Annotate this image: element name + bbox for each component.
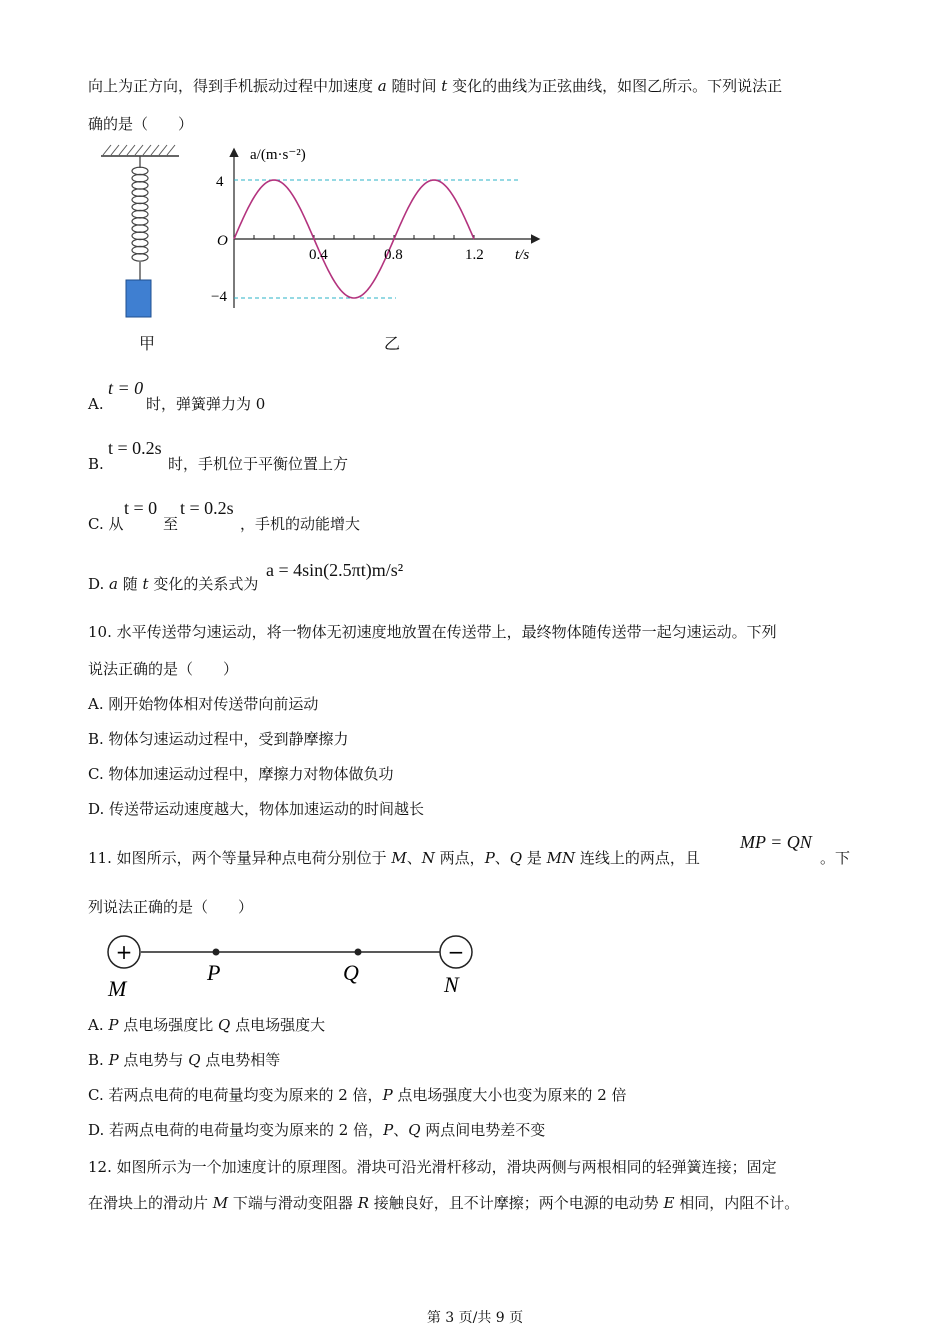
q11-equation: MP = QN	[740, 832, 812, 852]
x-tick-label-0.8: 0.8	[384, 247, 403, 263]
q9-c-mid: 至	[163, 515, 179, 533]
q12-stem-1: 12. 如图所示为一个加速度计的原理图。滑块可沿光滑杆移动，滑块两侧与两根相同的轻弹簧连接；固定	[88, 1158, 777, 1176]
spring-coil	[132, 182, 148, 190]
q9-a-math: t = 0	[108, 378, 144, 398]
plus-sign: +	[115, 940, 133, 964]
spring-coil	[132, 218, 148, 226]
q12-stem-2: 在滑块上的滑动片 M 下端与滑动变阻器 R 接触良好，且不计摩擦；两个电源的电动势 E 相同，内阻不计。	[88, 1194, 800, 1212]
q9-c-text: ，手机的动能增大	[240, 515, 361, 533]
y-axis-label: a/(m·s⁻²)	[250, 147, 306, 163]
x-tick-label-0.4: 0.4	[309, 247, 328, 263]
q9-d-math: a = 4sin(2.5πt)m/s²	[266, 560, 404, 580]
label-n: N	[444, 972, 459, 997]
q9-b-text: 时，手机位于平衡位置上方	[168, 455, 349, 473]
x-axis-label: t/s	[515, 247, 530, 263]
spring-figure	[95, 140, 195, 330]
charges-figure	[100, 930, 480, 1002]
caption-jia: 甲	[139, 334, 156, 353]
spring-coil	[132, 254, 148, 262]
spring-coil	[132, 189, 148, 197]
q10-option-b: B. 物体匀速运动过程中，受到静摩擦力	[88, 730, 349, 748]
q10-option-a: A. 刚开始物体相对传送带向前运动	[88, 695, 319, 713]
label-m: M	[108, 976, 127, 1001]
q11-stem-end: 。下	[820, 849, 851, 867]
acceleration-chart	[210, 140, 550, 320]
caption-yi: 乙	[384, 334, 401, 353]
phone-block	[126, 280, 151, 317]
spring-coil	[132, 225, 148, 233]
q9-a-text: 时，弹簧弹力为 0	[146, 395, 266, 413]
spring-coil	[132, 232, 148, 240]
q11-stem-2: 列说法正确的是（ ）	[88, 898, 254, 916]
q9-c-math2: t = 0.2s	[180, 498, 234, 518]
spring-coil	[132, 174, 148, 182]
q11-option-d: D. 若两点电荷的电荷量均变为原来的 2 倍，P、Q 两点间电势差不变	[88, 1121, 546, 1139]
q10-option-c: C. 物体加速运动过程中，摩擦力对物体做负功	[88, 765, 394, 783]
minus-sign: −	[447, 940, 465, 964]
label-p: P	[207, 960, 221, 985]
q10-stem-2: 说法正确的是（ ）	[88, 660, 239, 678]
spring-coil	[132, 167, 148, 175]
spring-coil	[132, 246, 148, 254]
q11-stem-1: 11. 如图所示，两个等量异种点电荷分别位于 M、N 两点，P、Q 是 MN 连线上的两点，且	[88, 849, 700, 867]
origin-label: O	[217, 233, 228, 249]
intro-line-2: 确的是（ ）	[88, 115, 194, 133]
y-tick-label-4: 4	[216, 174, 224, 190]
q10-stem-1: 10. 水平传送带匀速运动，将一物体无初速度地放置在传送带上，最终物体随传送带一起匀速运动。下列	[88, 623, 777, 641]
point-p	[213, 949, 220, 956]
intro-line-1: 向上为正方向，得到手机振动过程中加速度 a 随时间 t 变化的曲线为正弦曲线，如图乙所示。下列说法正	[88, 77, 783, 95]
point-q	[355, 949, 362, 956]
q11-option-b: B. P 点电势与 Q 点电势相等	[88, 1051, 281, 1069]
q11-option-a: A. P 点电场强度比 Q 点电场强度大	[88, 1016, 326, 1034]
q9-b-math: t = 0.2s	[108, 438, 162, 458]
q10-option-d: D. 传送带运动速度越大，物体加速运动的时间越长	[88, 800, 425, 818]
q9-c-math1: t = 0	[124, 498, 158, 518]
label-q: Q	[343, 960, 359, 985]
q9-option-d: D. a 随 t 变化的关系式为	[88, 575, 259, 593]
q11-option-c: C. 若两点电荷的电荷量均变为原来的 2 倍，P 点电场强度大小也变为原来的 2 倍	[88, 1086, 627, 1104]
spring-coil	[132, 210, 148, 218]
page-footer: 第 3 页/共 9 页	[426, 1310, 524, 1326]
spring-coil	[132, 203, 148, 211]
spring-coil	[132, 239, 148, 247]
y-tick-label-neg4: −4	[211, 289, 227, 305]
q9-option-c: C. 从	[88, 515, 124, 533]
x-tick-label-1.2: 1.2	[465, 247, 484, 263]
q9-option-b: B.	[88, 455, 104, 473]
spring-coil	[132, 196, 148, 204]
q9-option-a: A.	[88, 395, 104, 413]
